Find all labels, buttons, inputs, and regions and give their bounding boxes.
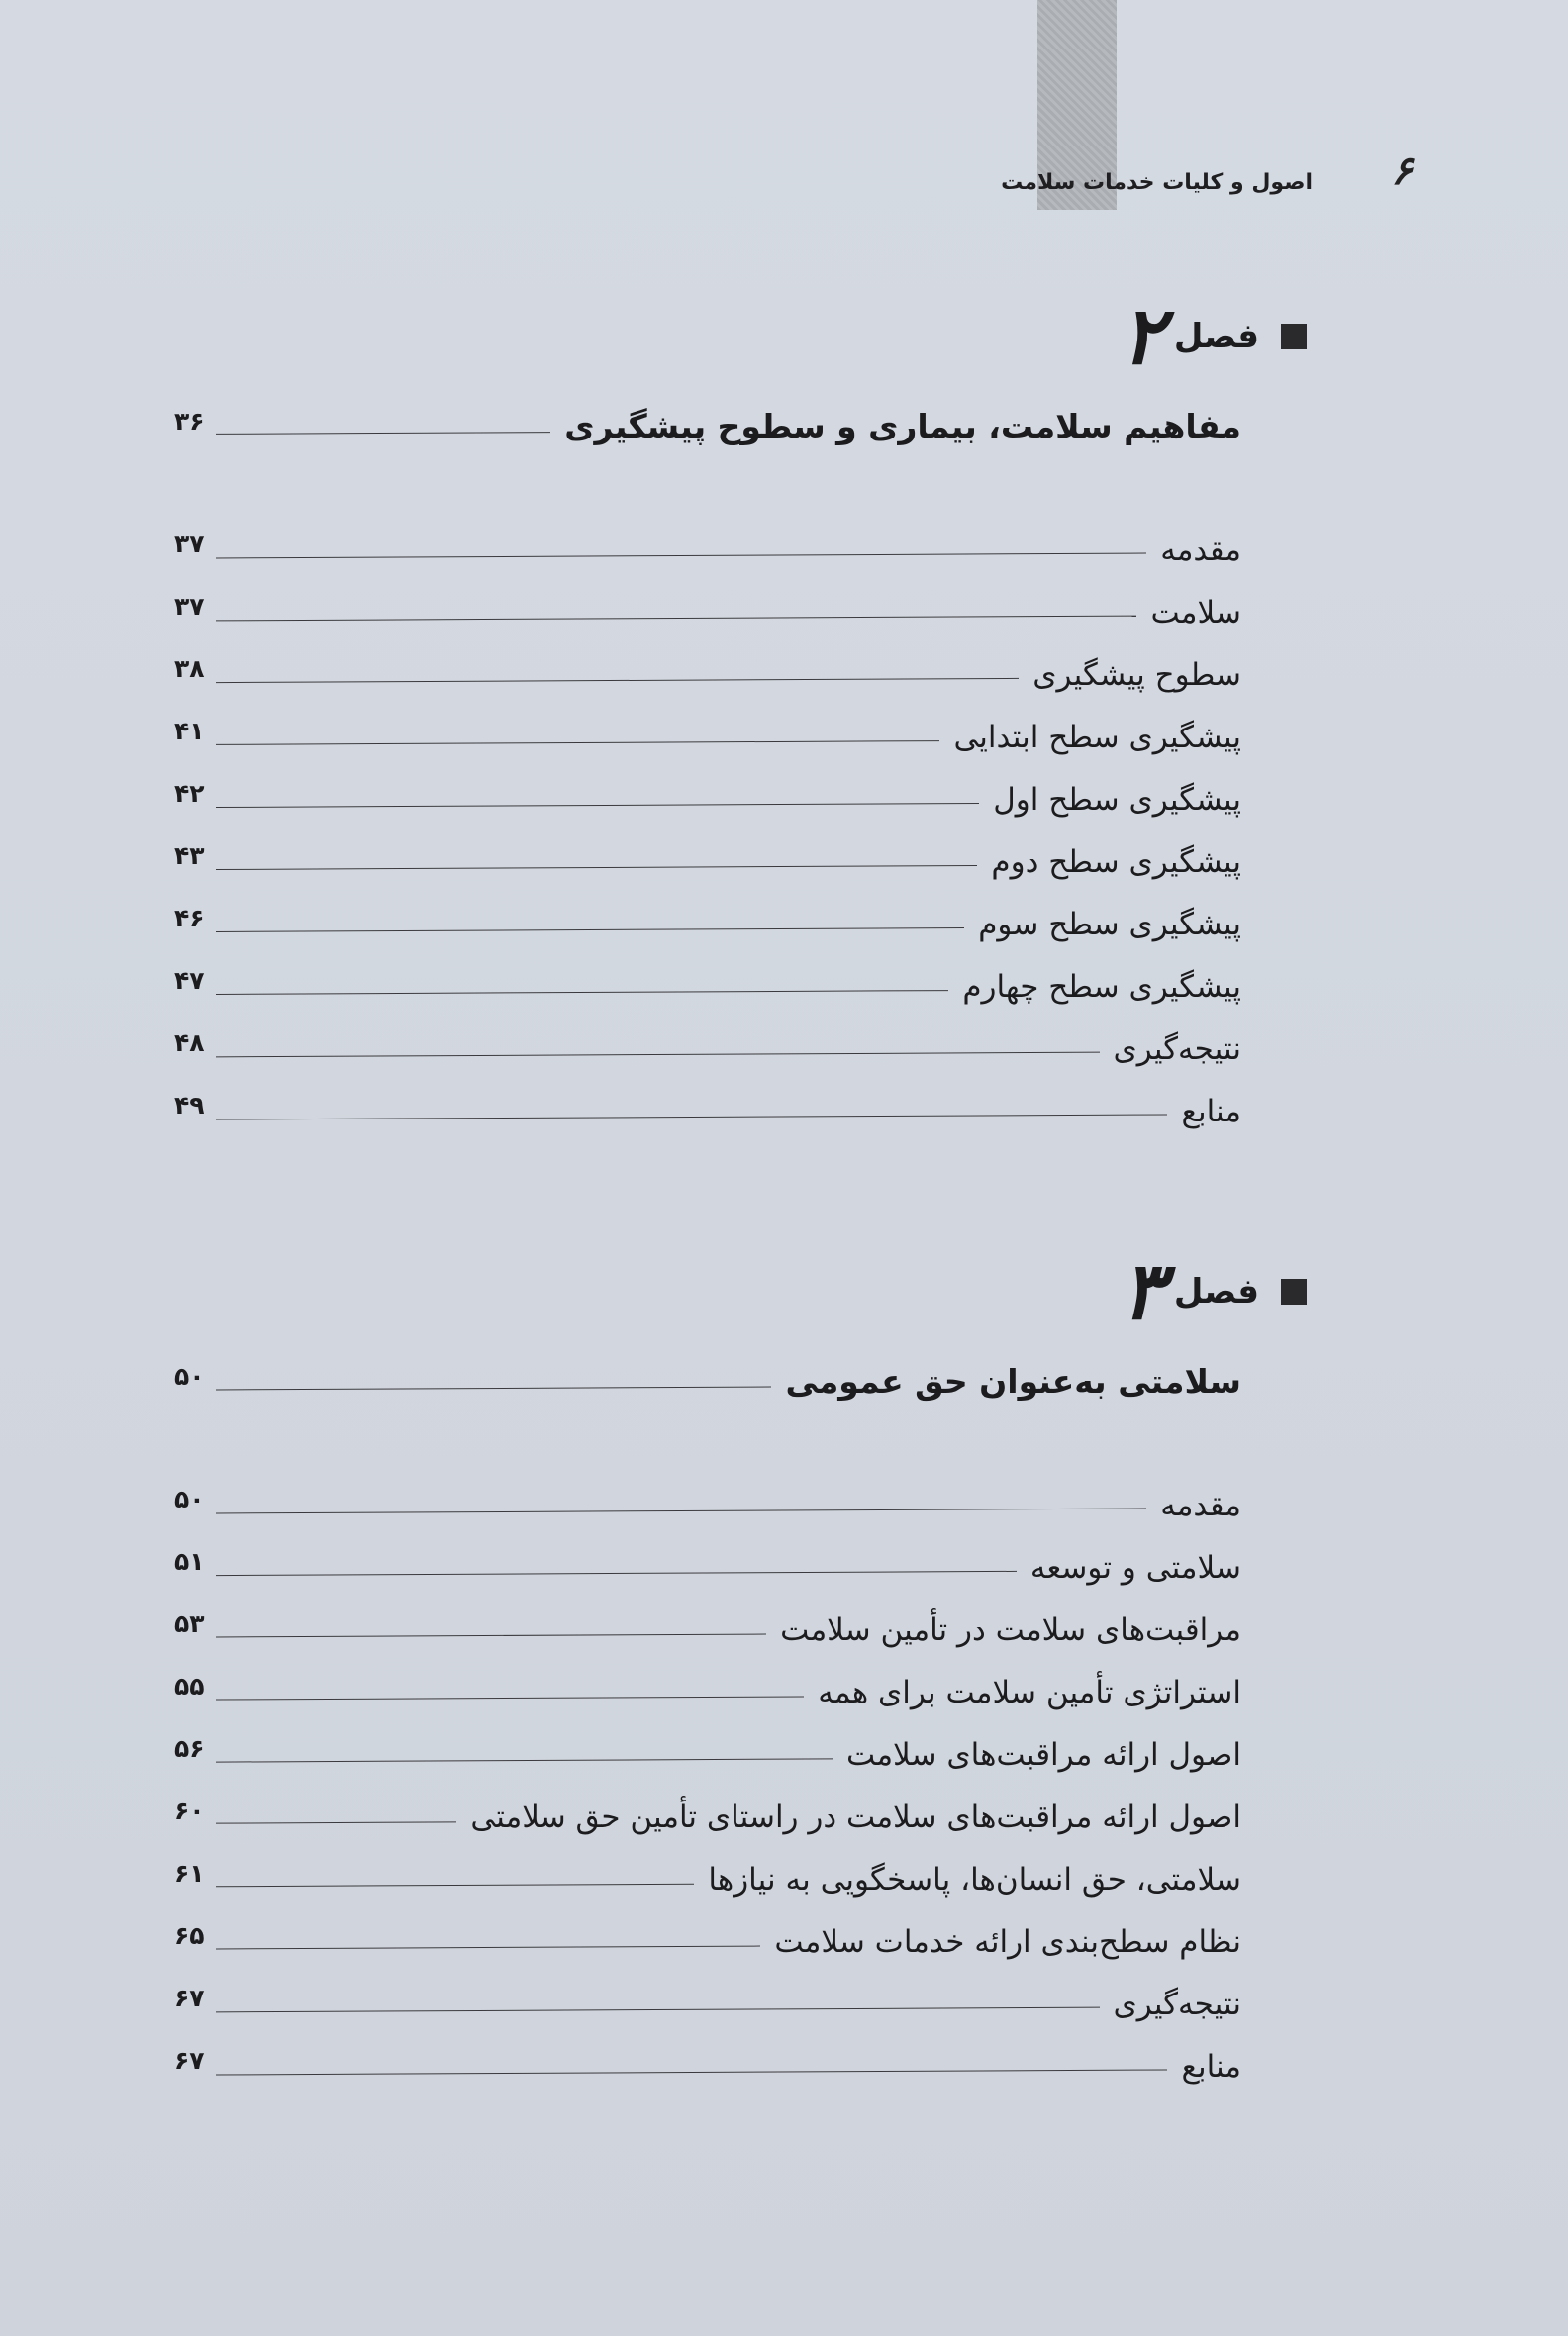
chapter-number: ۲ (1121, 290, 1164, 382)
toc-leader-line (216, 1634, 766, 1638)
toc-entry-page: ۵۶ (174, 1734, 205, 1763)
toc-entry[interactable] (174, 772, 1241, 818)
toc-entry[interactable] (174, 834, 1241, 880)
toc-entry-page: ۳۶ (174, 407, 205, 436)
toc-entry[interactable] (174, 959, 1241, 1005)
toc-main-entry[interactable] (174, 1355, 1241, 1401)
toc-entry-page: ۳۷ (174, 592, 205, 621)
toc-leader-line (216, 1509, 1146, 1514)
toc-leader-line (216, 803, 979, 808)
toc-leader-line (216, 1946, 760, 1950)
toc-entry[interactable] (174, 897, 1241, 942)
toc-entry[interactable] (174, 1727, 1241, 1773)
toc-entry[interactable] (174, 523, 1241, 568)
toc-leader-line (216, 553, 1146, 559)
toc-entry-page: ۶۷ (174, 1984, 205, 2012)
toc-leader-line (216, 432, 550, 435)
toc-entry-page: ۵۱ (174, 1547, 205, 1576)
toc-leader-line (216, 1758, 833, 1762)
toc-entry-page: ۴۶ (174, 904, 205, 932)
chapter-number: ۳ (1121, 1245, 1164, 1337)
toc-entry[interactable] (174, 1603, 1241, 1648)
toc-entry-title: اصول ارائه مراقبت‌های سلامت (846, 1737, 1241, 1773)
toc-entry-title: پیشگیری سطح اول (993, 782, 1241, 818)
toc-entry-page: ۵۵ (174, 1672, 205, 1701)
toc-leader-line (216, 1571, 1017, 1576)
toc-entry-page: ۶۷ (174, 2046, 205, 2075)
toc-main-entry[interactable] (174, 400, 1241, 445)
toc-leader-line (216, 927, 964, 932)
toc-entry-title: پیشگیری سطح سوم (978, 907, 1241, 942)
toc-entry-page: ۶۵ (174, 1921, 205, 1950)
toc-entry-page: ۵۰ (174, 1485, 205, 1513)
toc-entry-title: اصول ارائه مراقبت‌های سلامت در راستای تأمین حق سلامتی (470, 1800, 1241, 1835)
toc-entry-page: ۴۸ (174, 1028, 205, 1057)
toc-entry-title: منابع (1181, 2049, 1241, 2085)
toc-leader-line (216, 865, 977, 870)
toc-entry-page: ۳۸ (174, 654, 205, 683)
toc-leader-line (216, 1052, 1100, 1058)
chapter-square-icon (1281, 324, 1307, 349)
toc-entry-page: ۴۲ (174, 779, 205, 808)
toc-entry[interactable] (174, 647, 1241, 693)
toc-entry[interactable] (174, 1540, 1241, 1586)
toc-entry-title: پیشگیری سطح ابتدایی (953, 720, 1241, 755)
toc-entry[interactable] (174, 1665, 1241, 1710)
toc-entry-page: ۳۷ (174, 530, 205, 558)
toc-entry-title: پیشگیری سطح چهارم (962, 969, 1241, 1005)
toc-leader-line (216, 2069, 1167, 2075)
toc-leader-line (216, 990, 948, 995)
chapter-label: فصل (1173, 317, 1259, 356)
toc-leader-line (216, 1696, 804, 1700)
toc-entry[interactable] (174, 585, 1241, 631)
toc-entry[interactable] (174, 710, 1241, 755)
toc-entry[interactable] (174, 1914, 1241, 1960)
toc-entry-title: سلامت (1150, 595, 1241, 631)
toc-entry-title: مفاهیم سلامت، بیماری و سطوح پیشگیری (564, 407, 1241, 445)
toc-entry[interactable] (174, 1084, 1241, 1129)
toc-entry-title: پیشگیری سطح دوم (991, 844, 1241, 880)
toc-entry-page: ۶۰ (174, 1797, 205, 1825)
toc-leader-line (216, 678, 1019, 683)
toc-entry-page: ۵۳ (174, 1609, 205, 1638)
toc-leader-line (216, 1821, 456, 1823)
toc-leader-line (216, 740, 939, 745)
toc-entry-title: سطوح پیشگیری (1032, 657, 1241, 693)
toc-leader-line (216, 2007, 1100, 2013)
toc-entry-title: استراتژی تأمین سلامت برای همه (818, 1675, 1241, 1710)
toc-entry-page: ۶۱ (174, 1859, 205, 1888)
chapter-heading (1121, 1245, 1307, 1337)
toc-entry-title: سلامتی، حق انسان‌ها، پاسخگویی به نیازها (708, 1862, 1241, 1898)
toc-entry-title: مقدمه (1160, 533, 1241, 568)
toc-leader-line (216, 1884, 694, 1888)
toc-entry-page: ۴۳ (174, 841, 205, 870)
chapter-heading (1121, 290, 1307, 382)
page-number: ۶ (1391, 148, 1413, 194)
toc-entry-title: نظام سطح‌بندی ارائه خدمات سلامت (774, 1924, 1241, 1960)
toc-entry-page: ۴۱ (174, 717, 205, 745)
running-header-title: اصول و کلیات خدمات سلامت (1001, 170, 1313, 195)
toc-entry-page: ۵۰ (174, 1362, 205, 1391)
toc-entry-page: ۴۷ (174, 966, 205, 995)
toc-entry[interactable] (174, 2039, 1241, 2085)
toc-entry-title: سلامتی و توسعه (1029, 1550, 1241, 1586)
toc-entry[interactable] (174, 1790, 1241, 1835)
toc-entry-title: مراقبت‌های سلامت در تأمین سلامت (780, 1612, 1241, 1648)
toc-entry[interactable] (174, 1022, 1241, 1067)
toc-leader-line (216, 1387, 771, 1391)
toc-leader-line (216, 616, 1136, 622)
toc-entry-title: مقدمه (1160, 1488, 1241, 1523)
chapter-square-icon (1281, 1279, 1307, 1305)
toc-entry-page: ۴۹ (174, 1091, 205, 1119)
toc-entry-title: منابع (1181, 1094, 1241, 1129)
toc-entry-title: نتیجه‌گیری (1113, 1031, 1241, 1067)
chapter-label: فصل (1173, 1272, 1259, 1312)
toc-entry[interactable] (174, 1852, 1241, 1898)
toc-entry-title: نتیجه‌گیری (1113, 1987, 1241, 2022)
toc-entry[interactable] (174, 1977, 1241, 2022)
toc-leader-line (216, 1114, 1167, 1119)
toc-entry-title: سلامتی به‌عنوان حق عمومی (785, 1362, 1241, 1401)
toc-entry[interactable] (174, 1478, 1241, 1523)
